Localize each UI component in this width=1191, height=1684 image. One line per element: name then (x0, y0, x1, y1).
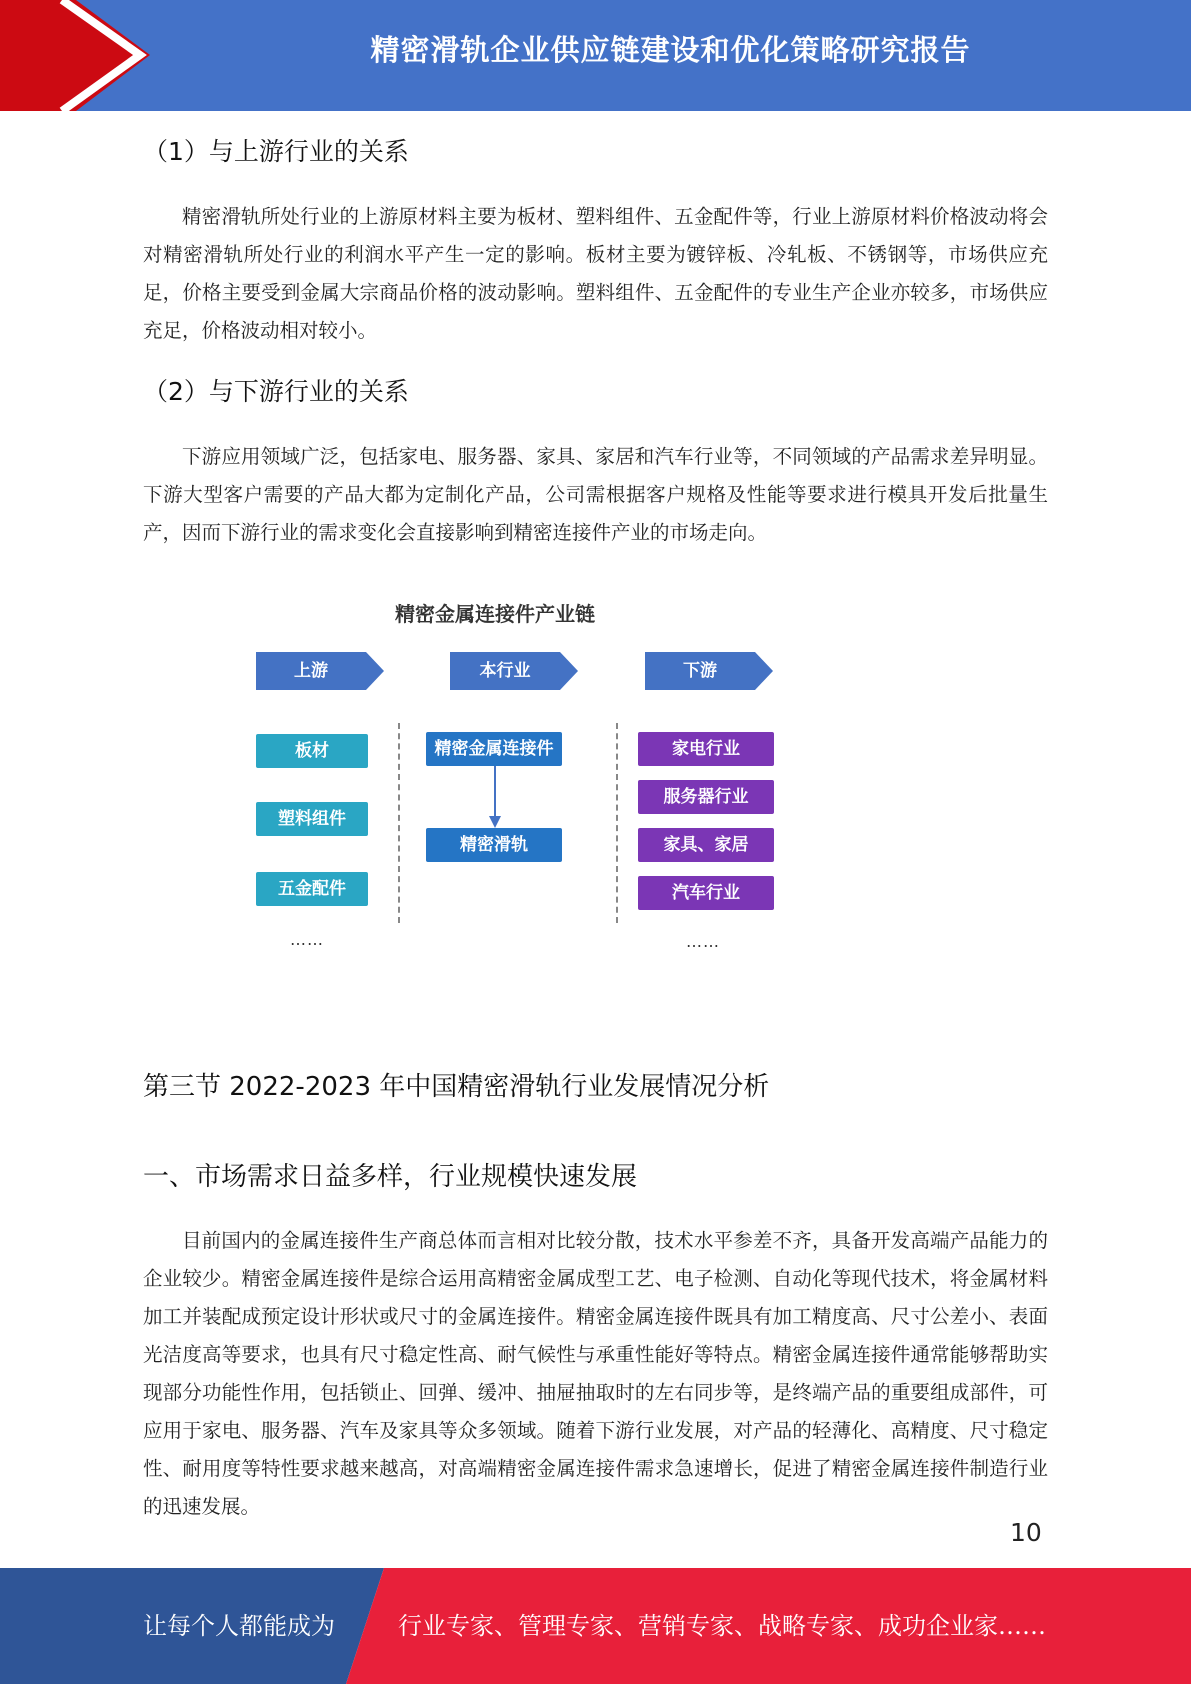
flow-arrow-down (485, 766, 505, 828)
diagram-title: 精密金属连接件产业链 (395, 602, 595, 626)
downstream-item-appliance: 家电行业 (638, 732, 774, 766)
upstream-item-sheet: 板材 (256, 734, 368, 768)
page-header (0, 0, 1191, 111)
industry-item-connector: 精密金属连接件 (426, 732, 562, 766)
upstream-ellipsis: …… (290, 930, 324, 949)
footer-slogan-left: 让每个人都能成为 (143, 1612, 335, 1640)
section-title-chapter3: 第三节 2022-2023 年中国精密滑轨行业发展情况分析 (143, 1072, 770, 1102)
section-subtitle-market: 一、市场需求日益多样，行业规模快速发展 (143, 1162, 638, 1192)
upstream-item-plastic: 塑料组件 (256, 802, 368, 836)
header-red-chevron (0, 0, 150, 111)
section-heading-upstream: （1）与上游行业的关系 (143, 137, 409, 166)
column-label-industry: 本行业 (479, 661, 531, 681)
downstream-item-server: 服务器行业 (638, 780, 774, 814)
downstream-ellipsis: …… (686, 932, 720, 951)
column-label-downstream: 下游 (683, 661, 717, 681)
divider-right (616, 723, 618, 923)
header-title: 精密滑轨企业供应链建设和优化策略研究报告 (370, 33, 971, 67)
column-header-industry (450, 652, 580, 690)
column-header-upstream (256, 652, 386, 690)
paragraph-market: 目前国内的金属连接件生产商总体而言相对比较分散，技术水平参差不齐，具备开发高端产品能力的企业较少。精密金属连接件是综合运用高精密金属成型工艺、电子检测、自动化等现代技术，将金属材料加工并装配成预定设计形状或尺寸的金属连接件。精密金属连接件既具有加工精度高、尺寸公差小、表面光洁度高等要求，也具有尺寸稳定性高、耐气候性与承重性能好等特点。精密金属连接件通常能够帮助实现部分功能性作用，包括锁止、回弹、缓冲、抽屉抽取时的左右同步等，是终端产品的重要组成部件，可应用于家电、服务器、汽车及家具等众多领域。随着下游行业发展，对产品的轻薄化、高精度、尺寸稳定性、耐用度等特性要求越来越高，对高端精密金属连接件需求急速增长，促进了精密金属连接件制造行业的迅速发展。 (143, 1229, 1048, 1518)
page-number: 10 (1010, 1518, 1042, 1547)
industry-item-slide-rail: 精密滑轨 (426, 828, 562, 862)
downstream-item-automotive: 汽车行业 (638, 876, 774, 910)
downstream-item-furniture: 家具、家居 (638, 828, 774, 862)
column-label-upstream: 上游 (294, 661, 328, 681)
upstream-item-hardware: 五金配件 (256, 872, 368, 906)
industry-chain-diagram (240, 590, 800, 960)
paragraph-upstream: 精密滑轨所处行业的上游原材料主要为板材、塑料组件、五金配件等，行业上游原材料价格波动将会对精密滑轨所处行业的利润水平产生一定的影响。板材主要为镀锌板、冷轧板、不锈钢等，市场供应充足，价格主要受到金属大宗商品价格的波动影响。塑料组件、五金配件的专业生产企业亦较多，市场供应充足，价格波动相对较小。 (143, 205, 1048, 342)
page-footer (0, 1568, 1191, 1684)
column-header-downstream (645, 652, 775, 690)
footer-slogan-right: 行业专家、管理专家、营销专家、战略专家、成功企业家…… (398, 1612, 1046, 1640)
divider-left (398, 723, 400, 923)
section-heading-downstream: （2）与下游行业的关系 (143, 377, 409, 406)
paragraph-downstream: 下游应用领域广泛，包括家电、服务器、家具、家居和汽车行业等，不同领域的产品需求差异明显。下游大型客户需要的产品大都为定制化产品，公司需根据客户规格及性能等要求进行模具开发后批量生产，因而下游行业的需求变化会直接影响到精密连接件产业的市场走向。 (143, 445, 1048, 544)
